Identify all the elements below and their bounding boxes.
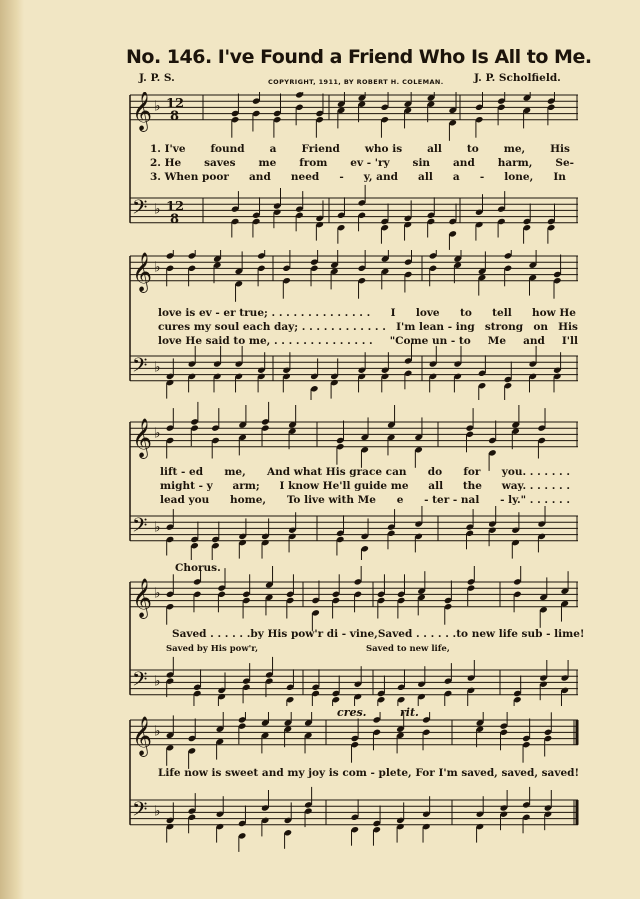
flat-key-icon: ♭	[154, 98, 161, 115]
system-5-staves	[126, 712, 580, 872]
flat-key-icon: ♭	[154, 359, 161, 376]
lyric-word: Se-	[555, 157, 574, 169]
lyric-word: I'll	[561, 335, 578, 347]
lyric-word: arm;	[232, 480, 260, 492]
lyricist-credit: J. P. S.	[139, 72, 175, 84]
chorus-line-1	[172, 628, 585, 640]
treble-clef-icon: 𝄞	[132, 251, 153, 292]
lyric-word: me,	[224, 466, 246, 478]
treble-clef-icon: 𝄞	[132, 577, 153, 618]
lyric-word: and	[249, 171, 271, 183]
bass-clef-icon: 𝄢	[132, 353, 148, 382]
lyric-word: me,	[503, 143, 526, 155]
lyric-word: a	[452, 171, 460, 183]
chorus-heading: Chorus.	[175, 562, 221, 574]
lyric-word: - ter - nal	[424, 494, 480, 506]
verse3-line-b	[158, 335, 578, 347]
lyric-word: by His pow'r di - vine,	[250, 628, 378, 640]
verse2-line-a	[150, 157, 574, 169]
time-signature-bottom: 8	[170, 108, 180, 124]
lyric-word: Saved . . . . . .	[377, 628, 457, 640]
hymn-number: No. 146.	[126, 46, 212, 68]
lyric-word: -	[479, 171, 485, 183]
lyric-word: 2. He	[150, 157, 182, 169]
bass-clef-icon: 𝄢	[132, 667, 148, 696]
treble-clef-icon: 𝄞	[132, 715, 153, 756]
lyric-word: to new life sub - lime!	[456, 628, 585, 640]
lyric-word: tell	[492, 307, 512, 319]
lyric-word: In	[553, 171, 566, 183]
lyric-word: To live with Me	[286, 494, 376, 506]
lyric-word: might - y	[160, 480, 213, 492]
verse3-line-a	[150, 171, 566, 183]
verse1-line-c	[160, 466, 570, 478]
flat-key-icon: ♭	[154, 519, 161, 536]
hymn-title-text: I've Found a Friend Who Is All to Me.	[217, 46, 592, 68]
lyric-word: cures my soul each day; . . . . . . . . . . . .	[158, 321, 386, 333]
lyric-word: His	[550, 143, 570, 155]
verse2-line-c	[160, 480, 570, 492]
lyric-word: from	[299, 157, 328, 169]
lyric-word: for	[463, 466, 481, 478]
lyric-word: ev - 'ry	[350, 157, 390, 169]
lyric-word: a	[269, 143, 277, 155]
lyric-word: love He said to me, . . . . . . . . . . . . . .	[158, 335, 373, 347]
chorus-line-2	[158, 767, 580, 779]
flat-key-icon: ♭	[154, 585, 161, 602]
time-signature-bottom: 8	[170, 211, 180, 227]
flat-key-icon: ♭	[154, 259, 161, 276]
lyric-word: lone,	[504, 171, 534, 183]
verse1-line-a	[150, 143, 570, 155]
lyric-word: way. . . . . . .	[501, 480, 570, 492]
lyric-word: I'm lean - ing	[396, 321, 475, 333]
dynamic-ritardando: rit.	[400, 706, 419, 719]
lyric-word: strong	[484, 321, 524, 333]
lyric-word: Saved . . . . . .	[172, 628, 251, 640]
cue-saved-by-his-power: Saved by His pow'r,	[166, 644, 259, 654]
bass-clef-icon: 𝄢	[132, 797, 148, 826]
lyric-word: e	[396, 494, 404, 506]
lyric-word: lead you	[160, 494, 210, 506]
lyric-word: y, and	[363, 171, 398, 183]
bass-clef-icon: 𝄢	[132, 195, 148, 224]
lyric-word: you. . . . . . .	[501, 466, 570, 478]
flat-key-icon: ♭	[154, 673, 161, 690]
lyric-word: all	[427, 143, 442, 155]
lyric-word: I know He'll guide me	[279, 480, 409, 492]
lyric-word: love is ev - er true; . . . . . . . . . . . . . .	[158, 307, 371, 319]
lyric-word: Me	[487, 335, 507, 347]
lyric-word: to	[466, 143, 479, 155]
lyric-word: and	[523, 335, 545, 347]
lyric-word: on	[533, 321, 548, 333]
lyric-word: -	[339, 171, 344, 183]
time-signature-top: 12	[166, 199, 185, 215]
bass-clef-icon: 𝄢	[132, 513, 148, 542]
dynamic-crescendo: cres.	[337, 706, 367, 719]
lyric-word: me	[258, 157, 277, 169]
lyric-word: harm,	[497, 157, 533, 169]
hymn-title	[126, 46, 592, 68]
flat-key-icon: ♭	[154, 723, 161, 740]
treble-clef-icon: 𝄞	[132, 417, 153, 458]
lyric-word: found	[210, 143, 245, 155]
lyric-word: His	[558, 321, 578, 333]
lyric-word: to	[459, 307, 472, 319]
time-signature-top: 12	[166, 96, 185, 112]
lyric-word: saves	[204, 157, 236, 169]
lyric-word: home,	[229, 494, 267, 506]
lyric-word: and	[453, 157, 475, 169]
lyric-word: need	[290, 171, 320, 183]
flat-key-icon: ♭	[154, 425, 161, 442]
flat-key-icon: ♭	[154, 803, 161, 820]
music-system-5	[126, 712, 580, 872]
lyric-word: "Come un - to	[389, 335, 471, 347]
treble-clef-icon: 𝄞	[132, 92, 153, 131]
lyric-word: do	[427, 466, 443, 478]
lyric-word: I	[390, 307, 396, 319]
lyric-word: love	[415, 307, 440, 319]
lyric-word: And what His grace can	[267, 466, 407, 478]
lyric-word: - ly." . . . . . .	[500, 494, 570, 506]
lyric-word: sin	[412, 157, 431, 169]
lyric-word: who is	[364, 143, 403, 155]
lyric-word: all	[418, 171, 433, 183]
flat-key-icon: ♭	[154, 201, 161, 218]
lyric-word: 1. I've	[150, 143, 186, 155]
lyric-word: Life now is sweet and my joy is com - plete, For I'm saved, saved, saved!	[158, 767, 580, 779]
lyric-word: 3. When poor	[150, 171, 229, 183]
cue-saved-to-new-life: Saved to new life,	[366, 644, 450, 654]
verse3-line-c	[160, 494, 570, 506]
lyric-word: Friend	[301, 143, 340, 155]
lyric-word: lift - ed	[160, 466, 204, 478]
lyric-word: the	[462, 480, 482, 492]
verse2-line-b	[158, 321, 578, 333]
verse1-line-b	[158, 307, 576, 319]
copyright-notice: COPYRIGHT, 1911, BY ROBERT H. COLEMAN.	[268, 78, 444, 86]
lyric-word: all	[428, 480, 444, 492]
composer-credit: J. P. Scholfield.	[474, 72, 561, 84]
lyric-word: how He	[532, 307, 576, 319]
